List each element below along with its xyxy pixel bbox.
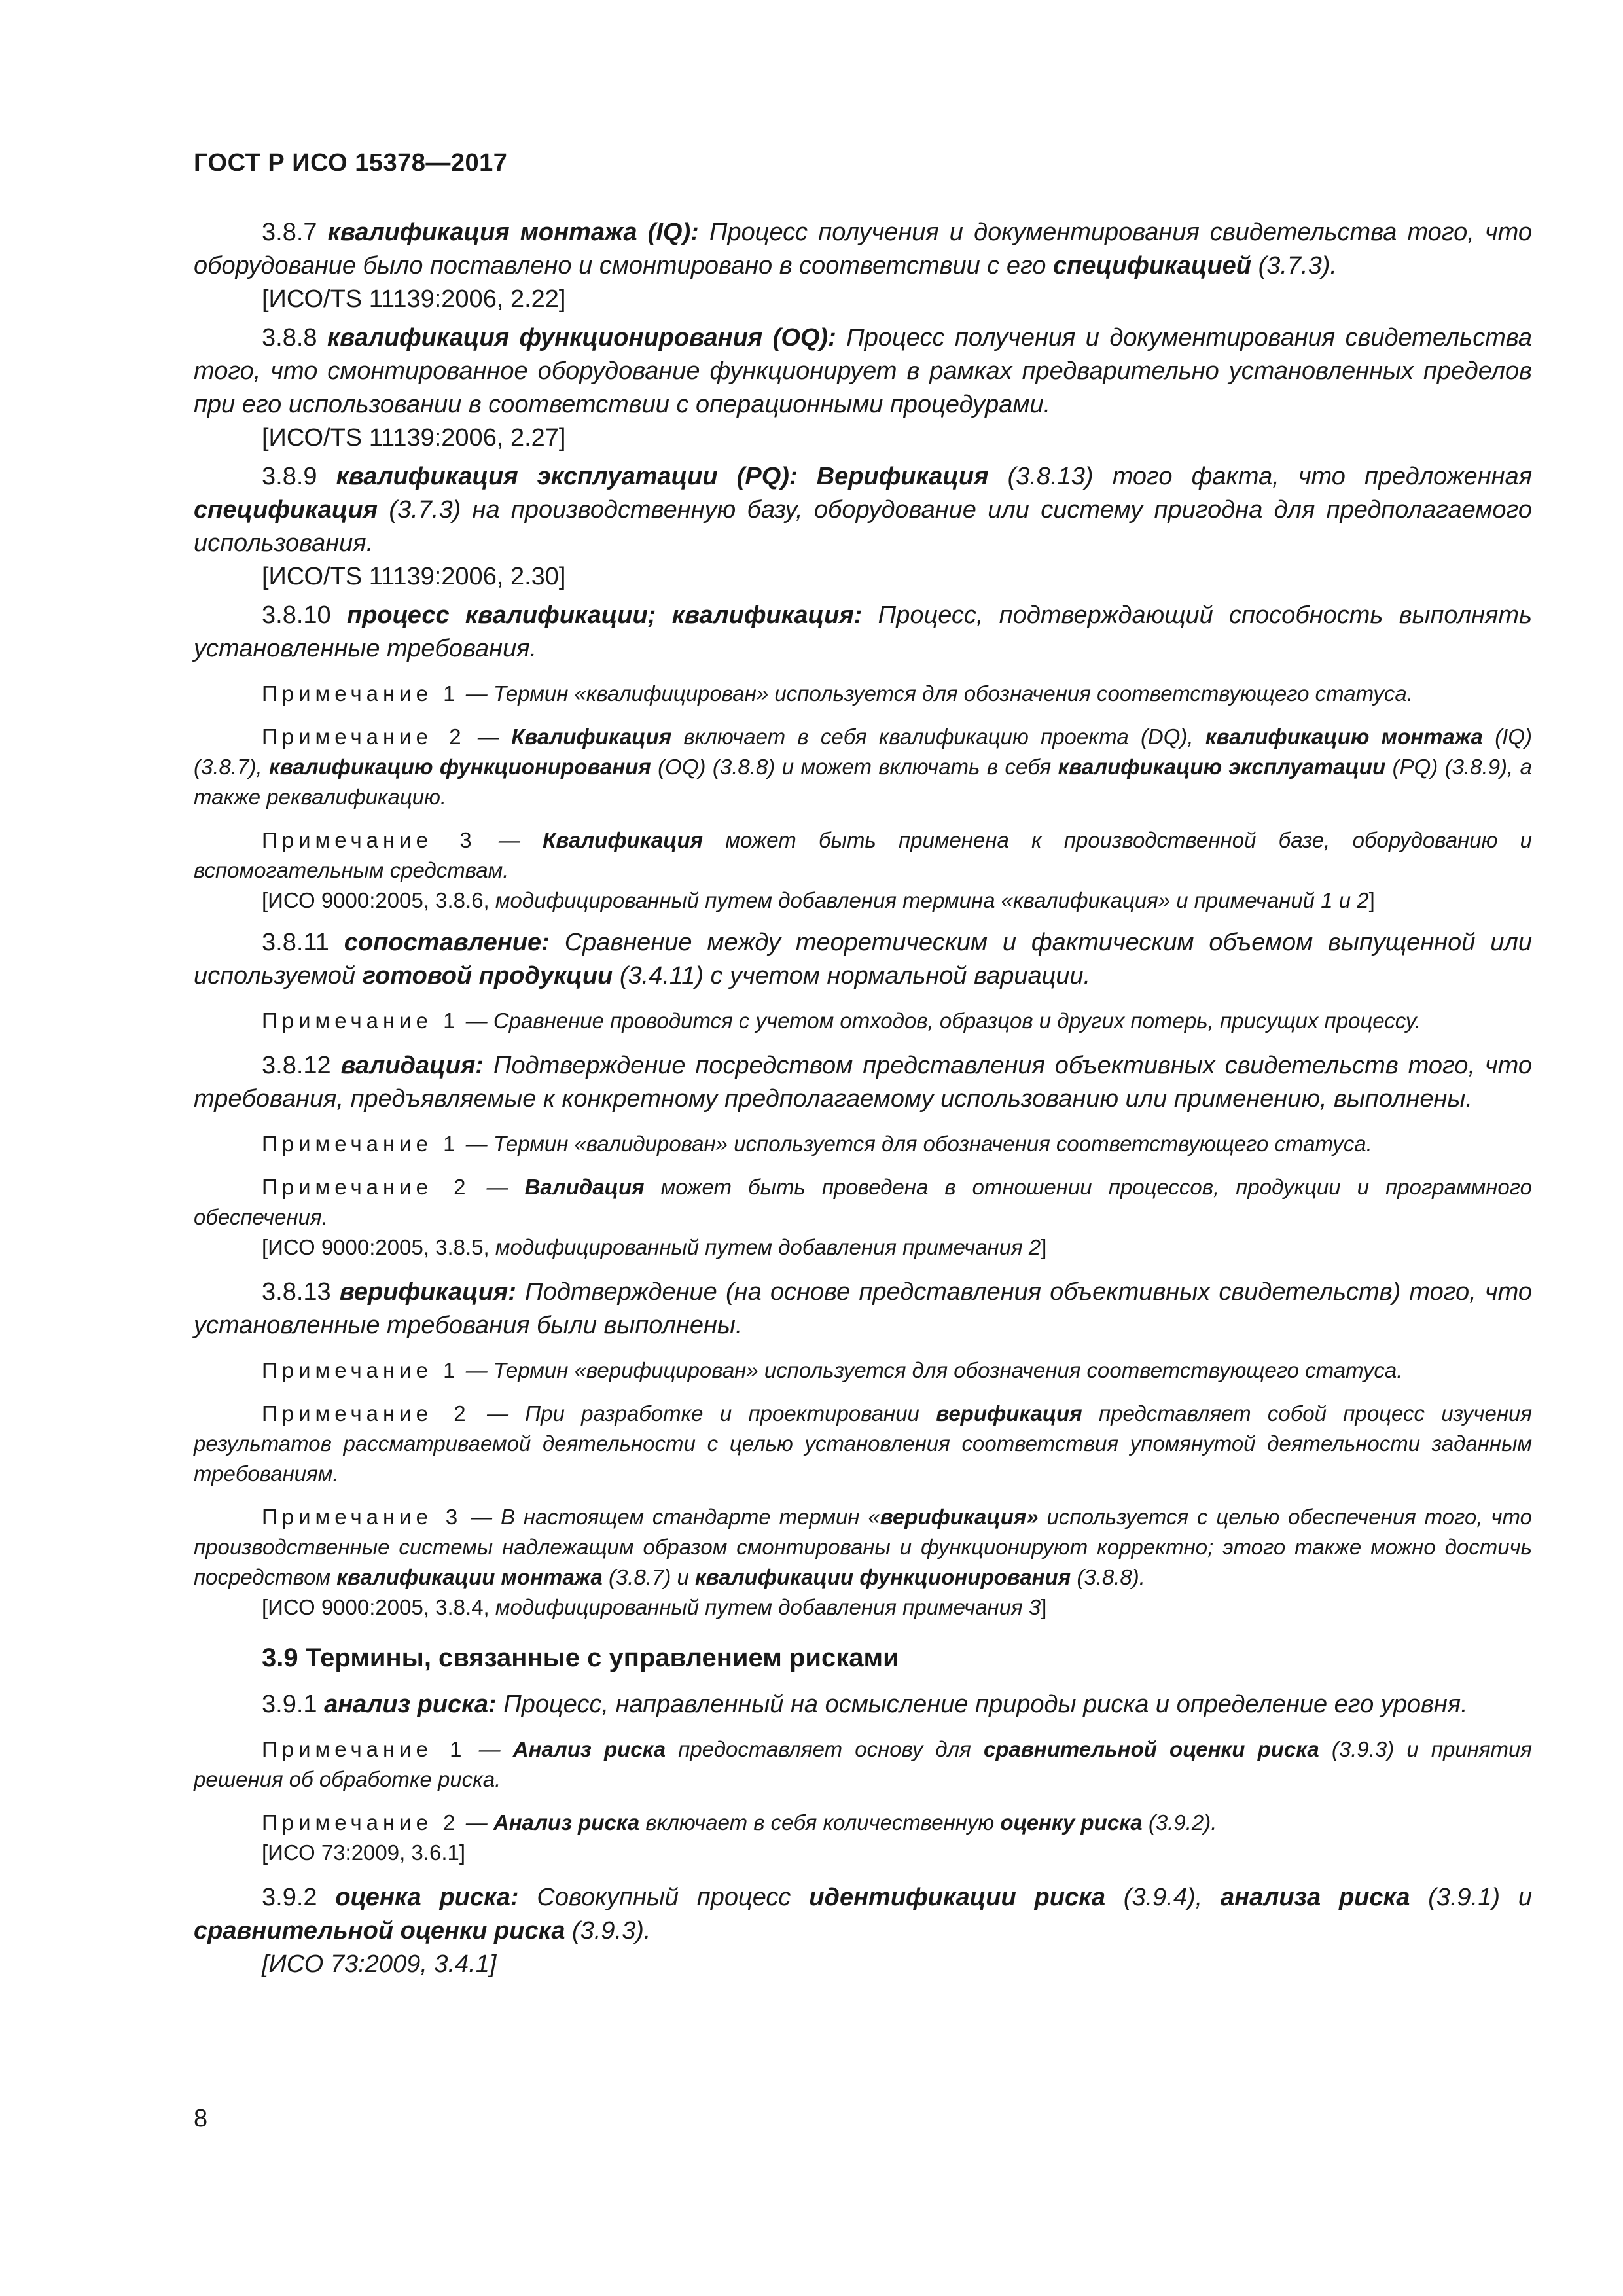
term-name: сопоставление: — [344, 929, 550, 956]
note-label: Примечание 2 — [262, 1401, 471, 1426]
term-3-8-11: 3.8.11 сопоставление: Сравнение между теоретическим и фактическим объемом выпущенной или используемой готовой продукции (3.4.11) с учетом нормальной вариации. — [194, 929, 1532, 990]
term-name: верификация: — [339, 1278, 516, 1306]
note-label: Примечание 1 — [262, 1132, 460, 1156]
document-body — [194, 216, 1532, 1981]
cross-ref-term: спецификацией — [1052, 252, 1252, 279]
term-name: валидация: — [340, 1052, 484, 1079]
source-ref: [ИСО 9000:2005, 3.8.6, модифицированный путем добавления термина «квалификация» и примечаний 1 и 2] — [262, 888, 1375, 912]
clause-ref: (3.9.4) — [1123, 1884, 1196, 1911]
source-ref: [ИСО 9000:2005, 3.8.5, модифицированный путем добавления примечания 2] — [262, 1235, 1047, 1259]
term-name: квалификация функционирования (OQ): — [327, 324, 836, 351]
term-number: 3.9.2 — [262, 1884, 317, 1911]
clause-ref: (3.9.1) — [1428, 1884, 1501, 1911]
note-1: Примечание 1 — Сравнение проводится с учетом отходов, образцов и других потерь, присущих процессу. — [262, 1009, 1421, 1033]
note-label: Примечание 1 — [262, 681, 460, 706]
clause-ref: (3.4.11) — [619, 962, 704, 990]
note-label: Примечание 2 — [262, 1175, 471, 1199]
term-number: 3.8.11 — [262, 929, 329, 956]
clause-ref: (3.8.13) — [1007, 463, 1094, 490]
term-3-8-10: 3.8.10 процесс квалификации; квалификация: Процесс, подтверждающий способность выполнять установленные требования. — [194, 601, 1532, 662]
cross-ref-term: сравнительной оценки риска — [194, 1917, 565, 1945]
note-label: Примечание 3 — [262, 828, 476, 852]
source-ref: [ИСО/TS 11139:2006, 2.22] — [262, 285, 566, 313]
term-name: процесс квалификации; квалификация: — [346, 601, 863, 629]
note-label: Примечание 1 — [262, 1737, 467, 1761]
source-ref: [ИСО 9000:2005, 3.8.4, модифицированный путем добавления примечания 3] — [262, 1595, 1047, 1619]
clause-ref: (3.7.3) — [389, 496, 461, 524]
note-label: Примечание 1 — [262, 1358, 460, 1382]
note-2: Примечание 2 — При разработке и проектировании верификация представляет собой процесс изучения результатов рассматриваемой деятельности с целью установления соответствия упомянутой деятельности заданным требованиям. — [194, 1401, 1532, 1486]
page-number: 8 — [194, 2105, 208, 2132]
note-3: Примечание 3 — Квалификация может быть применена к производственной базе, оборудованию и вспомогательным средствам. — [194, 828, 1532, 882]
clause-ref: (3.7.3) — [1258, 252, 1330, 279]
term-number: 3.8.12 — [262, 1052, 331, 1079]
cross-ref-term: спецификация — [194, 496, 378, 524]
clause-ref: (3.9.3) — [572, 1917, 644, 1945]
term-3-8-8: 3.8.8 квалификация функционирования (OQ): Процесс получения и документирования свидетельства того, что смонтированное оборудование функционирует в рамках предварительно установленных пределов при его использовании в соответствии с операционными процедурами. — [194, 324, 1532, 418]
term-number: 3.8.8 — [262, 324, 317, 351]
cross-ref-term: Верификация — [816, 463, 989, 490]
note-label: Примечание 1 — [262, 1009, 460, 1033]
term-3-9-1: 3.9.1 анализ риска: Процесс, направленный на осмысление природы риска и определение его уровня. — [262, 1691, 1468, 1718]
note-2: Примечание 2 — Анализ риска включает в себя количественную оценку риска (3.9.2). — [262, 1810, 1217, 1835]
term-3-9-2: 3.9.2 оценка риска: Совокупный процесс идентификации риска (3.9.4), анализа риска (3.9.1) и сравнительной оценки риска (3.9.3). — [194, 1884, 1532, 1945]
note-1: Примечание 1 — Термин «квалифицирован» используется для обозначения соответствующего статуса. — [262, 681, 1413, 706]
note-label: Примечание 2 — [262, 1810, 460, 1835]
term-name: анализ риска: — [324, 1691, 497, 1718]
note-2: Примечание 2 — Валидация может быть проведена в отношении процессов, продукции и программного обеспечения. — [194, 1175, 1532, 1229]
note-1: Примечание 1 — Термин «верифицирован» используется для обозначения соответствующего статуса. — [262, 1358, 1403, 1382]
cross-ref-term: готовой продукции — [362, 962, 613, 990]
section-heading: 3.9 Термины, связанные с управлением рисками — [262, 1643, 899, 1672]
note-3: Примечание 3 — В настоящем стандарте термин «верификация» используется с целью обеспечения того, что производственные системы надлежащим образом смонтированы и функционируют корректно; этого также можно достичь посредством квалификации монтажа (3.8.7) и квалификации функционирования (3.8.8). — [194, 1505, 1532, 1589]
cross-ref-term: анализа риска — [1221, 1884, 1410, 1911]
note-1: Примечание 1 — Термин «валидирован» используется для обозначения соответствующего статуса. — [262, 1132, 1372, 1156]
term-number: 3.8.10 — [262, 601, 331, 629]
source-ref: [ИСО 73:2009, 3.4.1] — [262, 1950, 497, 1978]
source-ref: [ИСО/TS 11139:2006, 2.30] — [262, 563, 566, 590]
term-3-8-12: 3.8.12 валидация: Подтверждение посредством представления объективных свидетельств того, что требования, предъявляемые к конкретному предполагаемому использованию или применению, выполнены. — [194, 1052, 1532, 1113]
term-number: 3.9.1 — [262, 1691, 317, 1718]
term-number: 3.8.7 — [262, 219, 317, 246]
term-name: квалификация эксплуатации (PQ): — [336, 463, 798, 490]
note-label: Примечание 3 — [262, 1505, 463, 1529]
source-ref: [ИСО/TS 11139:2006, 2.27] — [262, 424, 566, 452]
document-header: ГОСТ Р ИСО 15378—2017 — [194, 149, 508, 177]
note-1: Примечание 1 — Анализ риска предоставляет основу для сравнительной оценки риска (3.9.3) и принятия решения об обработке риска. — [194, 1737, 1532, 1791]
source-ref: [ИСО 73:2009, 3.6.1] — [262, 1840, 466, 1865]
term-3-8-13: 3.8.13 верификация: Подтверждение (на основе представления объективных свидетельств) того, что установленные требования были выполнены. — [194, 1278, 1532, 1339]
term-number: 3.8.13 — [262, 1278, 331, 1306]
term-3-8-7: 3.8.7 квалификация монтажа (IQ): Процесс получения и документирования свидетельства того, что оборудование было поставлено и смонтировано в соответствии с его спецификацией (3.7.3). — [194, 219, 1532, 279]
note-2: Примечание 2 — Квалификация включает в себя квалификацию проекта (DQ), квалификацию монтажа (IQ) (3.8.7), квалификацию функционирования (OQ) (3.8.8) и может включать в себя квалификацию эксплуатации (PQ) (3.8.9), а также реквалификацию. — [194, 725, 1533, 809]
term-name: квалификация монтажа (IQ): — [327, 219, 699, 246]
term-number: 3.8.9 — [262, 463, 317, 490]
cross-ref-term: идентификации риска — [809, 1884, 1105, 1911]
term-3-8-9: 3.8.9 квалификация эксплуатации (PQ): Верификация (3.8.13) того факта, что предложенная спецификация (3.7.3) на производственную базу, оборудование или систему пригодна для предполагаемого использования. — [194, 463, 1533, 557]
term-name: оценка риска: — [335, 1884, 519, 1911]
note-label: Примечание 2 — [262, 725, 466, 749]
